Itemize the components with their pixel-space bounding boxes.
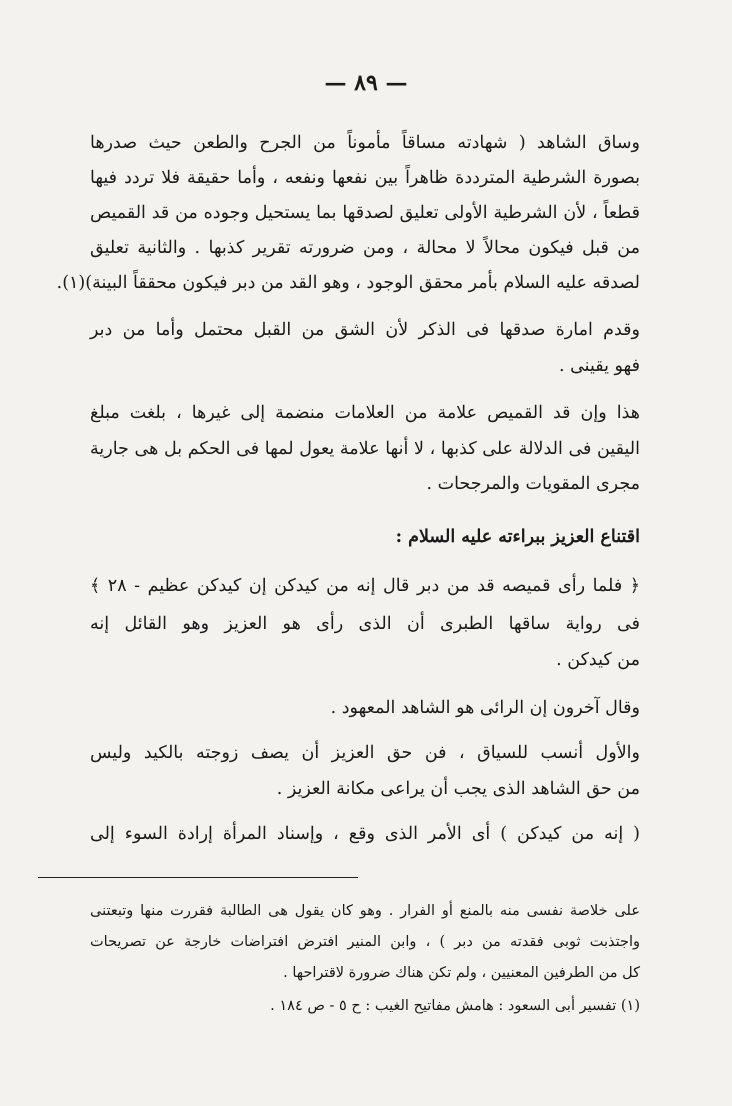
quran-verse: ﴿ فلما رأى قميصه قد من دبر قال إنه من كيدكن إن كيدكن عظيم - ٢٨ ﴾ — [90, 576, 640, 596]
section-heading: اقتناع العزيز ببراءته عليه السلام : — [395, 527, 640, 547]
text-line: مجرى المقويات والمرجحات . — [426, 474, 640, 494]
footnote-line: كل من الطرفين المعنيين ، ولم تكن هناك ضرورة لاقتراحها . — [283, 965, 640, 981]
text-line: وقدم امارة صدقها فى الذكر لأن الشق من القبل محتمل وأما من دبر — [90, 320, 640, 340]
text-line: وقال آخرون إن الرائى هو الشاهد المعهود . — [330, 698, 640, 718]
text-line: فى رواية ساقها الطبرى أن الذى رأى هو العزيز وهو القائل إنه — [90, 614, 640, 634]
text-line: والأول أنسب للسياق ، فن حق العزيز أن يصف زوجته بالكيد وليس — [90, 743, 640, 763]
text-line: لصدقه عليه السلام بأمر محقق الوجود ، وهو القد من دبر فيكون محققاً البينة)(١). — [56, 273, 640, 293]
text-line: وساق الشاهد ( شهادته مساقاً مأموناً من الجرح والطعن حيث صدرها — [90, 133, 640, 153]
text-line: اليقين فى الدلالة على كذبها ، لا أنها علامة يعول لمها فى الحكم بل هى جارية — [90, 439, 640, 459]
text-line: من حق الشاهد الذى يجب أن يراعى مكانة العزيز . — [276, 779, 640, 799]
text-line: هذا وإن قد القميص علامة من العلامات منضمة إلى غيرها ، بلغت مبلغ — [90, 403, 640, 423]
text-line: من قبل فيكون محالاً لا محالة ، ومن ضرورته تقرير كذبها . والثانية تعليق — [90, 238, 640, 258]
footnote-line: (١) تفسير أبى السعود : هامش مفاتيح الغيب : ح ٥ - ص ١٨٤ . — [270, 998, 640, 1014]
footnote-line: واجتذبت ثوبى فقدته من دبر ) ، وابن المنير افترض افتراضات خارجة عن تصريحات — [90, 934, 640, 950]
footnote-divider — [38, 877, 358, 878]
text-line: ( إنه من كيدكن ) أى الأمر الذى وقع ، وإسناد المرأة إرادة السوء إلى — [90, 824, 640, 844]
page-number: — ٨٩ — — [324, 70, 408, 96]
text-line: فهو يقينى . — [558, 356, 640, 376]
footnote-line: على خلاصة نفسى منه بالمنع أو الفرار . وهو كان يقول هى الطالبة فقررت منها وتبعتنى — [90, 903, 640, 919]
text-line: من كيدكن . — [556, 650, 640, 670]
text-line: بصورة الشرطية المترددة ظاهراً بين نفعها ونفعه ، وأما حقيقة فلا تردد فيها — [90, 168, 640, 188]
text-line: قطعاً ، لأن الشرطية الأولى تعليق لصدقها بما يستحيل وجوده من قد القميص — [90, 203, 640, 223]
